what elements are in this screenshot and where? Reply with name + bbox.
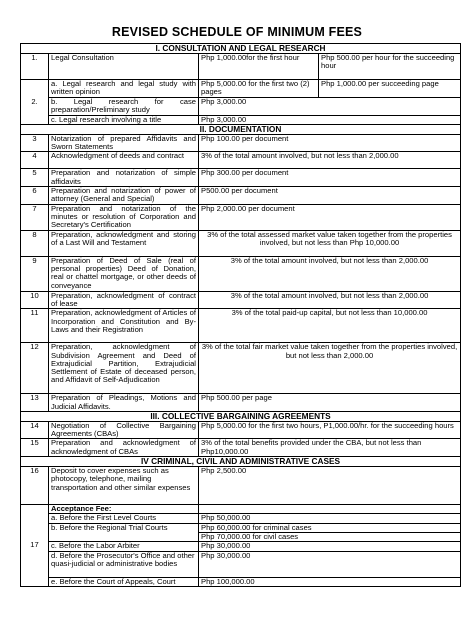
service-description: a. Before the First Level Courts [49,514,199,523]
service-description: Deposit to cover expenses such as photocopy, telephone, mailing transportation and other similar expenses [49,467,199,505]
row-number: 10 [21,291,49,309]
row-number: 1. [21,54,49,80]
service-description: Preparation, acknowledgment of Articles of Incorporation and Constitution and By-Laws and their Registration [49,309,199,343]
row-number: 17 [21,505,49,587]
fee-cell: Php 2,000.00 per document [199,204,461,230]
section-heading: III. COLLECTIVE BARGAINING AGREEMENTS [21,411,461,421]
fee-cell: 3% of the total amount involved, but not less than 2,000.00 [199,256,461,291]
row-number: 15 [21,439,49,457]
service-description: c. Legal research involving a title [49,115,199,124]
table-row [21,467,461,505]
section-heading: I. CONSULTATION AND LEGAL RESEARCH [21,44,461,54]
table-row [21,577,461,586]
fee-cell: 3% of the total amount involved, but not less than 2,000.00 [199,152,461,169]
service-description: Preparation, acknowledgment of contract of lease [49,291,199,309]
fee-cell: Php 2,500.00 [199,467,461,505]
table-row [21,551,461,577]
row-number: 9 [21,256,49,291]
fee-cell: 3% of the total amount involved, but not less than 2,000.00 [199,291,461,309]
service-description: Preparation and acknowledgment of acknowledgment of CBAs [49,439,199,457]
table-row [21,439,461,457]
fee-cell: P500.00 per document [199,187,461,205]
row-number: 5 [21,169,49,187]
service-description: b. Legal research for case preparation/Preliminary study [49,98,199,116]
fee-cell: Php 1,000.00for the first hour [199,54,319,80]
fee-cell: Php 1,000.00 per succeeding page [319,80,461,98]
service-description: c. Before the Labor Arbiter [49,542,199,551]
table-row [21,204,461,230]
fee-schedule-table [20,43,461,587]
service-description: Preparation of Deed of Sale (real of personal properties) Deed of Donation, real or chattel mortgage, or other deeds of conveyance [49,256,199,291]
table-row [21,542,461,551]
service-description: Preparation and notarization of simple affidavits [49,169,199,187]
table-row [21,394,461,412]
service-description: d. Before the Prosecutor's Office and other quasi-judicial or administrative bodies [49,551,199,577]
service-description: Negotiation of Collective Bargaining Agreements (CBAs) [49,421,199,439]
fee-cell: Php 100,000.00 [199,577,461,586]
fee-cell: Php 50,000.00 [199,514,461,523]
row-number: 3 [21,134,49,152]
row-number: 7 [21,204,49,230]
fee-cell: Php 5,000.00 for the first two hours, P1,000.00/hr. for the succeeding hours [199,421,461,439]
service-description: Preparation of Pleadings, Motions and Judicial Affidavits. [49,394,199,412]
service-description: Preparation and notarization of power of attorney (General and Special) [49,187,199,205]
row-number: 11 [21,309,49,343]
table-row [21,421,461,439]
service-description: a. Legal research and legal study with written opinion [49,80,199,98]
section-heading: II. DOCUMENTATION [21,124,461,134]
fee-cell: Php 500.00 per page [199,394,461,412]
fee-cell: 3% of the total paid-up capital, but not less than 10,000.00 [199,309,461,343]
fee-cell: 3% of the total benefits provided under the CBA, but not less than Php10,000.00 [199,439,461,457]
service-description: Acknowledgment of deeds and contract [49,152,199,169]
service-description: Legal Consultation [49,54,199,80]
row-number: 13 [21,394,49,412]
fee-cell: Php 70,000.00 for civil cases [199,532,461,541]
row-number: 2. [21,80,49,125]
table-row [21,187,461,205]
fee-cell: Php 30,000.00 [199,551,461,577]
fee-cell: Php 500.00 per hour for the succeeding hour [319,54,461,80]
table-row [21,134,461,152]
table-row [21,54,461,80]
fee-cell: Php 30,000.00 [199,542,461,551]
fee-cell: Php 5,000.00 for the first two (2) pages [199,80,319,98]
fee-cell: Php 3,000.00 [199,115,461,124]
service-description: b. Before the Regional Trial Courts [49,523,199,542]
row-number: 4 [21,152,49,169]
fee-cell: 3% of the total fair market value taken together from the properties involved, but not less than 2,000.00 [199,343,461,394]
table-row [21,80,461,98]
table-row [21,514,461,523]
service-description: Preparation and notarization of the minutes or resolution of Corporation and Secretary's Certification [49,204,199,230]
fee-cell: Php 300.00 per document [199,169,461,187]
table-row [21,343,461,394]
table-row [21,309,461,343]
table-row [21,230,461,256]
row-number: 8 [21,230,49,256]
service-description: Preparation, acknowledgment and storing of a Last Will and Testament [49,230,199,256]
fee-cell: Php 60,000.00 for criminal cases [199,523,461,532]
table-row [21,98,461,116]
table-row [21,152,461,169]
row-number: 12 [21,343,49,394]
table-row [21,291,461,309]
table-row [21,169,461,187]
section-heading: IV CRIMINAL, CIVIL AND ADMINISTRATIVE CASES [21,457,461,467]
row-number: 6 [21,187,49,205]
row-number: 14 [21,421,49,439]
table-row [21,256,461,291]
page-title: REVISED SCHEDULE OF MINIMUM FEES [111,25,363,39]
fee-cell: Php 3,000.00 [199,98,461,116]
fee-cell: Php 100.00 per document [199,134,461,152]
service-description: Preparation, acknowledgment of Subdivision Agreement and Deed of Extrajudicial Partition, Extrajudicial Settlement of Estate of deceased person, and Affidavit of Self-Adjudication [49,343,199,394]
service-description: e. Before the Court of Appeals, Court [49,577,199,586]
fee-cell: 3% of the total assessed market value taken together from the properties involved, but not less than Php 10,000.00 [199,230,461,256]
service-description: Notarization of prepared Affidavits and Sworn Statements [49,134,199,152]
table-row [21,115,461,124]
acceptance-fee-heading: Acceptance Fee: [49,505,199,514]
row-number: 16 [21,467,49,505]
